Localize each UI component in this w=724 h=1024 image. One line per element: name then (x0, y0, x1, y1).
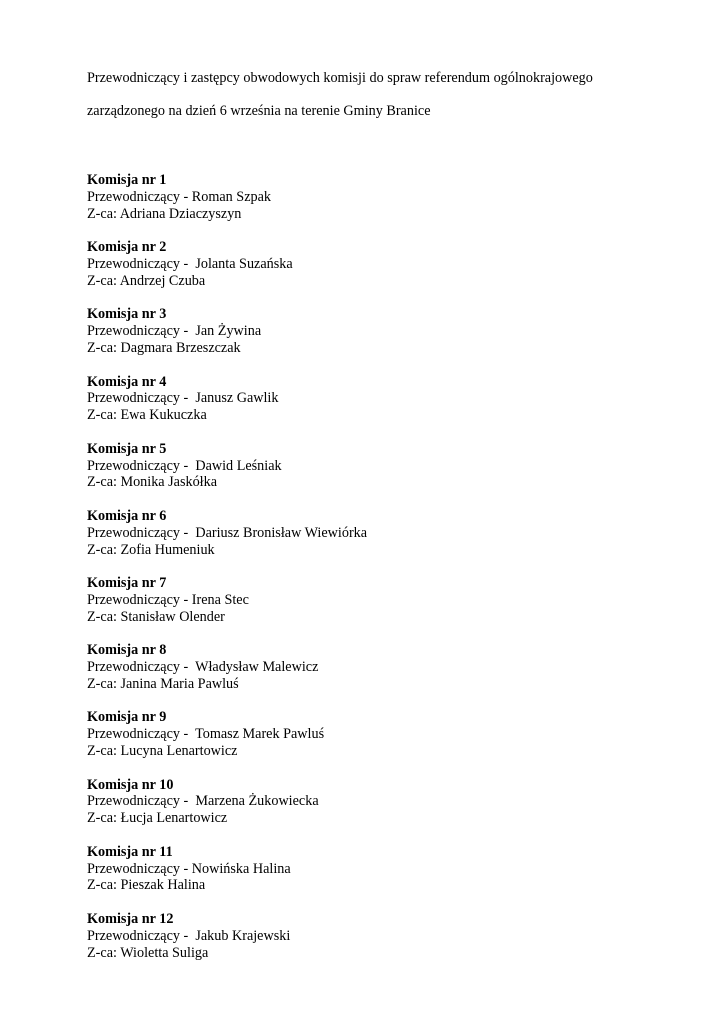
committee-title: Komisja nr 7 (87, 575, 167, 592)
committee-deputy: Z-ca: Zofia Humeniuk (87, 541, 215, 558)
committee-deputy: Z-ca: Monika Jaskółka (87, 474, 218, 491)
committee-deputy: Z-ca: Ewa Kukuczka (87, 407, 207, 424)
committee-deputy: Z-ca: Łucja Lenartowicz (87, 810, 228, 827)
committee-chair: Przewodniczący - Marzena Żukowiecka (87, 793, 319, 810)
committee-block (87, 709, 647, 759)
committee-list (87, 172, 647, 961)
committee-title: Komisja nr 11 (87, 843, 173, 860)
committee-deputy: Z-ca: Pieszak Halina (87, 877, 206, 894)
committee-title: Komisja nr 3 (87, 306, 167, 323)
committee-title: Komisja nr 9 (87, 709, 167, 726)
committee-block (87, 575, 647, 625)
committee-block (87, 777, 647, 827)
committee-chair: Przewodniczący - Dawid Leśniak (87, 457, 282, 474)
committee-deputy: Z-ca: Dagmara Brzeszczak (87, 339, 241, 356)
committee-chair: Przewodniczący - Janusz Gawlik (87, 390, 279, 407)
committee-deputy: Z-ca: Stanisław Olender (87, 608, 225, 625)
committee-deputy: Z-ca: Wioletta Suliga (87, 944, 209, 961)
committee-block (87, 508, 647, 558)
header-line: Przewodniczący i zastępcy obwodowych komisji do spraw referendum ogólnokrajowego (87, 69, 593, 86)
committee-deputy: Z-ca: Janina Maria Pawluś (87, 675, 239, 692)
committee-chair: Przewodniczący - Irena Stec (87, 591, 249, 608)
committee-deputy: Z-ca: Adriana Dziaczyszyn (87, 205, 242, 222)
committee-title: Komisja nr 12 (87, 911, 174, 928)
committee-block (87, 374, 647, 424)
committee-block (87, 172, 647, 222)
committee-deputy: Z-ca: Andrzej Czuba (87, 272, 206, 289)
header-line: zarządzonego na dzień 6 września na terenie Gminy Branice (87, 103, 431, 120)
committee-title: Komisja nr 8 (87, 642, 167, 659)
committee-block (87, 239, 647, 289)
committee-chair: Przewodniczący - Tomasz Marek Pawluś (87, 726, 325, 743)
committee-title: Komisja nr 6 (87, 507, 167, 524)
document-header (87, 53, 647, 137)
committee-chair: Przewodniczący - Dariusz Bronisław Wiewiórka (87, 524, 368, 541)
committee-chair: Przewodniczący - Władysław Malewicz (87, 659, 319, 676)
committee-block (87, 911, 647, 961)
committee-title: Komisja nr 4 (87, 373, 167, 390)
committee-title: Komisja nr 5 (87, 440, 167, 457)
committee-chair: Przewodniczący - Nowińska Halina (87, 860, 291, 877)
committee-block (87, 844, 647, 894)
committee-chair: Przewodniczący - Jolanta Suzańska (87, 255, 293, 272)
committee-chair: Przewodniczący - Jan Żywina (87, 323, 262, 340)
document-content (87, 53, 647, 978)
committee-title: Komisja nr 1 (87, 171, 167, 188)
committee-chair: Przewodniczący - Roman Szpak (87, 188, 271, 205)
committee-title: Komisja nr 2 (87, 239, 167, 256)
committee-title: Komisja nr 10 (87, 776, 174, 793)
committee-deputy: Z-ca: Lucyna Lenartowicz (87, 743, 238, 760)
committee-block (87, 642, 647, 692)
committee-block (87, 441, 647, 491)
committee-chair: Przewodniczący - Jakub Krajewski (87, 927, 291, 944)
committee-block (87, 306, 647, 356)
